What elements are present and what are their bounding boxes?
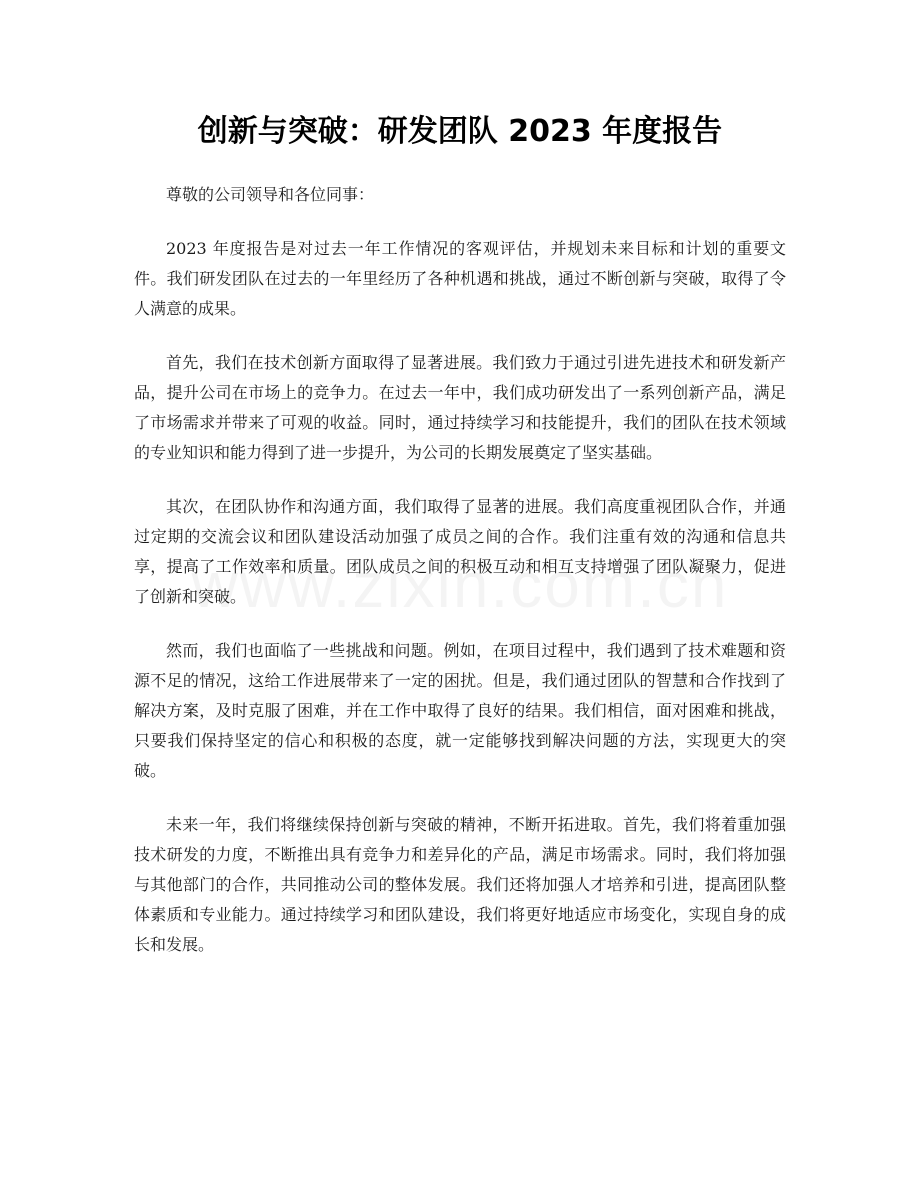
paragraph-5: 未来一年，我们将继续保持创新与突破的精神，不断开拓进取。首先，我们将着重加强技术研发的力度，不断推出具有竞争力和差异化的产品，满足市场需求。同时，我们将加强与其他部门的合作，共同推动公司的整体发展。我们还将加强人才培养和引进，提高团队整体素质和专业能力。通过持续学习和团队建设，我们将更好地适应市场变化，实现自身的成长和发展。	[134, 815, 786, 954]
paragraph-4: 然而，我们也面临了一些挑战和问题。例如，在项目过程中，我们遇到了技术难题和资源不足的情况，这给工作进展带来了一定的困扰。但是，我们通过团队的智慧和合作找到了解决方案，及时克服了困难，并在工作中取得了良好的结果。我们相信，面对困难和挑战，只要我们保持坚定的信心和积极的态度，就一定能够找到解决问题的方法，实现更大的突破。	[134, 641, 786, 780]
document-body	[134, 180, 786, 984]
salutation: 尊敬的公司领导和各位同事：	[166, 185, 375, 204]
paragraph-1: 2023 年度报告是对过去一年工作情况的客观评估，并规划未来目标和计划的重要文件。我们研发团队在过去的一年里经历了各种机遇和挑战，通过不断创新与突破，取得了令人满意的成果。	[134, 239, 786, 318]
paragraph-2: 首先，我们在技术创新方面取得了显著进展。我们致力于通过引进先进技术和研发新产品，提升公司在市场上的竞争力。在过去一年中，我们成功研发出了一系列创新产品，满足了市场需求并带来了可观的收益。同时，通过持续学习和技能提升，我们的团队在技术领域的专业知识和能力得到了进一步提升，为公司的长期发展奠定了坚实基础。	[134, 353, 786, 462]
page-title: 创新与突破：研发团队 2023 年度报告	[197, 114, 723, 149]
paragraph-3: 其次，在团队协作和沟通方面，我们取得了显著的进展。我们高度重视团队合作，并通过定期的交流会议和团队建设活动加强了成员之间的合作。我们注重有效的沟通和信息共享，提高了工作效率和质量。团队成员之间的积极互动和相互支持增强了团队凝聚力，促进了创新和突破。	[134, 497, 786, 606]
